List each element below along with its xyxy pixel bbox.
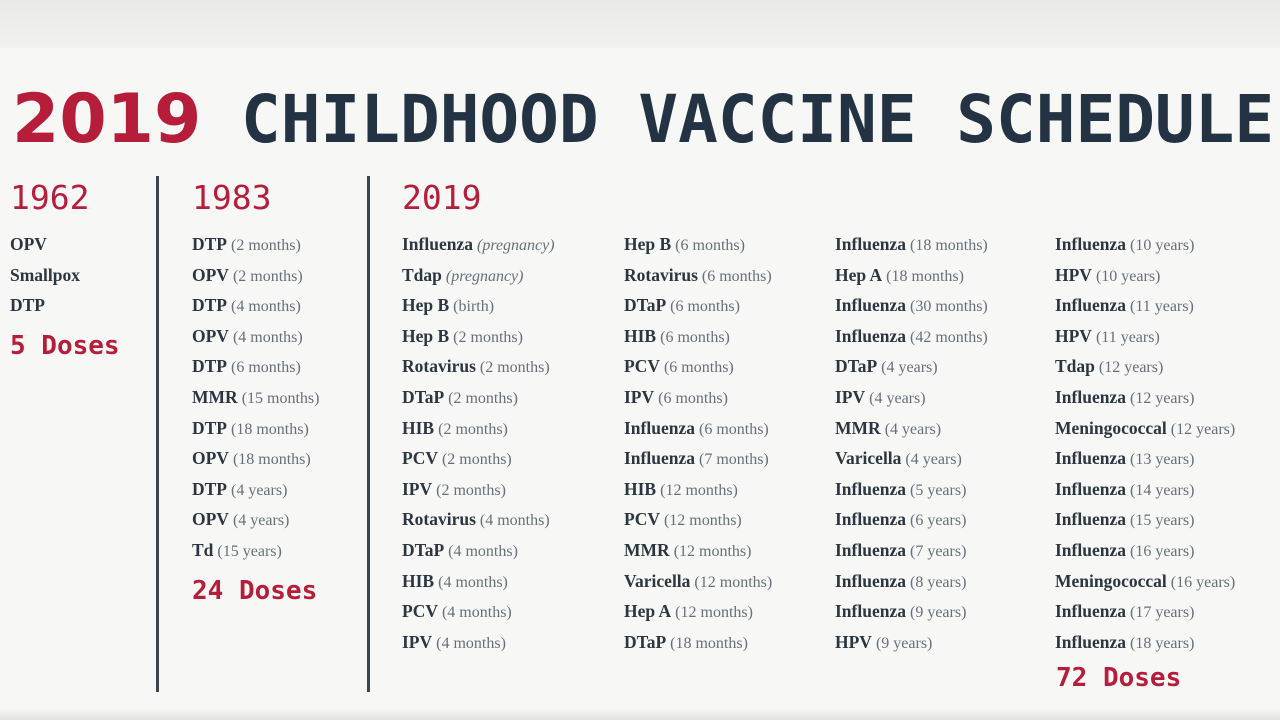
- dose-age: (42 months): [909, 328, 988, 346]
- vaccine-name: MMR: [192, 386, 238, 407]
- dose-age: (4 months): [436, 634, 506, 652]
- vaccine-name: Influenza: [835, 295, 906, 316]
- dose-age: (2 months): [441, 451, 512, 469]
- doses-2019: 72 Doses: [1056, 663, 1182, 693]
- dose-age: (12 years): [1170, 420, 1236, 438]
- vaccine-name: IPV: [402, 478, 433, 499]
- dose-age: (2 months): [448, 389, 518, 407]
- dose-age: (2 months): [453, 328, 523, 346]
- vaccine-name: Influenza: [1055, 295, 1126, 316]
- year-1983-heading: 1983: [192, 178, 272, 217]
- vaccine-name: IPV: [835, 386, 866, 407]
- vaccine-name: HIB: [402, 570, 435, 591]
- list-item: [402, 566, 555, 597]
- list-2019-col-1: [402, 229, 555, 657]
- list-item: [835, 229, 988, 260]
- dose-age: (7 years): [909, 542, 967, 560]
- list-item: [1055, 229, 1235, 260]
- dose-age: (11 years): [1129, 298, 1194, 316]
- dose-age: (9 years): [909, 604, 967, 622]
- vaccine-name: IPV: [624, 386, 655, 407]
- dose-age: (4 years): [232, 512, 290, 530]
- dose-age: (17 years): [1129, 604, 1195, 622]
- vaccine-name: PCV: [624, 509, 660, 530]
- vaccine-name: OPV: [10, 234, 47, 254]
- vaccine-name: IPV: [402, 631, 433, 652]
- list-item: [624, 474, 772, 505]
- list-item: [835, 504, 988, 535]
- list-item: [192, 443, 319, 474]
- title-text: CHILDHOOD VACCINE SCHEDULE: [241, 81, 1275, 158]
- list-item: [192, 504, 319, 535]
- vaccine-name: Meningococcal: [1055, 417, 1167, 438]
- vaccine-name: HPV: [1055, 264, 1092, 285]
- dose-age: (12 months): [675, 604, 753, 622]
- list-item: [624, 504, 772, 535]
- vaccine-name: Hep B: [402, 325, 450, 346]
- title-year: 2019: [12, 80, 202, 159]
- dose-age: (18 months): [886, 267, 964, 285]
- doses-1962: 5 Doses: [10, 331, 120, 361]
- dose-age: (2 months): [231, 237, 301, 254]
- list-item: [402, 290, 555, 321]
- list-item: [624, 535, 772, 566]
- vaccine-name: Influenza: [1055, 448, 1126, 469]
- dose-age: (4 months): [441, 604, 512, 622]
- vaccine-name: Influenza: [835, 325, 906, 346]
- list-1983: [192, 229, 319, 566]
- vaccine-name: MMR: [835, 417, 881, 438]
- vaccine-name: DTP: [192, 234, 227, 254]
- dose-age: (6 months): [660, 328, 730, 346]
- doses-1983: 24 Doses: [192, 576, 318, 606]
- list-item: [1055, 290, 1235, 321]
- dose-age: (30 months): [909, 298, 988, 316]
- year-1962-heading: 1962: [10, 178, 90, 217]
- dose-age: (6 months): [698, 420, 769, 438]
- list-item: [192, 382, 319, 413]
- list-item: [624, 321, 772, 352]
- vaccine-name: Rotavirus: [402, 356, 476, 377]
- list-item: [402, 260, 555, 291]
- dose-age: (15 years): [1129, 512, 1195, 530]
- list-item: [1055, 351, 1235, 382]
- dose-age: (4 months): [231, 298, 301, 316]
- list-item: [402, 351, 555, 382]
- list-item: [835, 443, 988, 474]
- dose-age: (12 years): [1098, 359, 1164, 377]
- vaccine-name: DTP: [192, 295, 227, 316]
- dose-age: (10 years): [1129, 237, 1195, 254]
- list-item: [1055, 596, 1235, 627]
- list-item: [402, 504, 555, 535]
- vaccine-name: Hep A: [624, 601, 672, 622]
- list-item: [192, 535, 319, 566]
- list-item: [1055, 321, 1235, 352]
- list-item: [835, 596, 988, 627]
- list-item: [624, 351, 772, 382]
- vaccine-name: Influenza: [835, 570, 906, 591]
- dose-age: (15 years): [217, 542, 282, 560]
- dose-age: (6 months): [670, 298, 740, 316]
- year-2019-heading: 2019: [402, 178, 482, 217]
- dose-age: (9 years): [875, 634, 933, 652]
- dose-age: (birth): [453, 298, 495, 316]
- vaccine-name: DTP: [10, 295, 45, 316]
- list-item: [835, 535, 988, 566]
- dose-age: (2 months): [479, 359, 550, 377]
- vaccine-name: Hep A: [835, 264, 883, 285]
- vaccine-name: Td: [192, 539, 214, 560]
- dose-age: (4 months): [232, 328, 303, 346]
- dose-age: (10 years): [1095, 267, 1161, 285]
- list-item: [835, 382, 988, 413]
- dose-age: (4 months): [448, 542, 518, 560]
- vaccine-name: Influenza: [835, 601, 906, 622]
- list-1962: [10, 229, 80, 321]
- vaccine-name: Hep B: [402, 295, 450, 316]
- list-item: [1055, 566, 1235, 597]
- divider-2: [367, 176, 370, 692]
- list-item: [624, 627, 772, 658]
- vaccine-name: DTaP: [624, 295, 667, 316]
- vaccine-name: Rotavirus: [624, 264, 698, 285]
- vaccine-name: Smallpox: [10, 264, 81, 285]
- vaccine-name: HPV: [1055, 325, 1092, 346]
- list-item: [402, 596, 555, 627]
- list-item: [10, 229, 80, 260]
- list-item: [1055, 535, 1235, 566]
- dose-age: (4 years): [881, 359, 938, 377]
- list-item: [10, 290, 80, 321]
- vaccine-name: HIB: [624, 325, 657, 346]
- dose-age: (6 months): [675, 237, 745, 254]
- list-item: [192, 290, 319, 321]
- dose-age: (4 years): [869, 389, 926, 407]
- dose-age: (2 months): [436, 481, 506, 499]
- vaccine-name: OPV: [192, 264, 229, 285]
- vaccine-name: Varicella: [624, 570, 691, 591]
- dose-age: (pregnancy): [476, 237, 555, 254]
- list-item: [624, 413, 772, 444]
- list-item: [835, 260, 988, 291]
- dose-age: (5 years): [909, 481, 967, 499]
- vaccine-name: Rotavirus: [402, 509, 476, 530]
- list-item: [402, 413, 555, 444]
- list-item: [192, 321, 319, 352]
- list-item: [402, 443, 555, 474]
- list-2019-col-3: [835, 229, 988, 657]
- vaccine-name: Influenza: [402, 234, 473, 254]
- vaccine-name: Influenza: [1055, 601, 1126, 622]
- dose-age: (6 months): [701, 267, 772, 285]
- list-item: [1055, 627, 1235, 658]
- dose-age: (2 months): [438, 420, 508, 438]
- dose-age: (16 years): [1129, 542, 1195, 560]
- vaccine-name: PCV: [402, 448, 438, 469]
- list-item: [1055, 382, 1235, 413]
- list-item: [1055, 413, 1235, 444]
- list-item: [624, 229, 772, 260]
- vaccine-name: DTP: [192, 356, 227, 377]
- list-2019-col-4: [1055, 229, 1235, 657]
- vaccine-name: Influenza: [1055, 509, 1126, 530]
- list-item: [192, 260, 319, 291]
- dose-age: (7 months): [698, 451, 769, 469]
- vaccine-name: DTaP: [402, 539, 445, 560]
- vaccine-name: Influenza: [1055, 539, 1126, 560]
- dose-age: (12 months): [663, 512, 742, 530]
- dose-age: (12 months): [660, 481, 738, 499]
- list-item: [402, 474, 555, 505]
- dose-age: (18 months): [670, 634, 748, 652]
- dose-age: (4 months): [479, 512, 550, 530]
- list-item: [402, 535, 555, 566]
- list-item: [835, 290, 988, 321]
- vaccine-name: DTaP: [624, 631, 667, 652]
- vaccine-name: Hep B: [624, 234, 672, 254]
- dose-age: (12 months): [673, 542, 752, 560]
- dose-age: (13 years): [1129, 451, 1195, 469]
- list-item: [835, 566, 988, 597]
- list-item: [624, 566, 772, 597]
- vaccine-name: DTaP: [835, 356, 878, 377]
- vaccine-name: Influenza: [624, 417, 695, 438]
- vaccine-name: DTP: [192, 478, 227, 499]
- list-item: [10, 260, 80, 291]
- vaccine-name: HIB: [402, 417, 435, 438]
- vaccine-name: Influenza: [624, 448, 695, 469]
- dose-age: (4 years): [884, 420, 942, 438]
- vaccine-name: Influenza: [1055, 386, 1126, 407]
- list-item: [835, 321, 988, 352]
- dose-age: (12 months): [694, 573, 773, 591]
- vaccine-name: OPV: [192, 448, 229, 469]
- vaccine-name: PCV: [624, 356, 660, 377]
- list-item: [835, 351, 988, 382]
- list-item: [192, 474, 319, 505]
- dose-age: (6 months): [231, 359, 301, 377]
- list-2019-col-2: [624, 229, 772, 657]
- vaccine-name: Influenza: [835, 478, 906, 499]
- list-item: [192, 351, 319, 382]
- dose-age: (18 months): [232, 451, 311, 469]
- page-title: [12, 80, 1280, 160]
- dose-age: (6 months): [663, 359, 734, 377]
- dose-age: (8 years): [909, 573, 967, 591]
- dose-age: (16 years): [1170, 573, 1236, 591]
- vaccine-name: Influenza: [1055, 478, 1126, 499]
- list-item: [1055, 260, 1235, 291]
- list-item: [192, 229, 319, 260]
- vaccine-name: MMR: [624, 539, 670, 560]
- vaccine-name: Meningococcal: [1055, 570, 1167, 591]
- vaccine-name: HIB: [624, 478, 657, 499]
- top-band: [0, 0, 1280, 48]
- vaccine-name: DTaP: [402, 386, 445, 407]
- dose-age: (4 months): [438, 573, 508, 591]
- dose-age: (12 years): [1129, 389, 1195, 407]
- dose-age: (pregnancy): [445, 267, 524, 285]
- list-item: [624, 596, 772, 627]
- dose-age: (14 years): [1129, 481, 1195, 499]
- bottom-fade: [0, 708, 1280, 720]
- dose-age: (4 years): [231, 481, 288, 499]
- dose-age: (4 years): [905, 451, 962, 469]
- dose-age: (6 months): [658, 389, 728, 407]
- list-item: [624, 260, 772, 291]
- divider-1: [156, 176, 159, 692]
- list-item: [624, 382, 772, 413]
- vaccine-name: Influenza: [1055, 631, 1126, 652]
- vaccine-name: DTP: [192, 417, 227, 438]
- list-item: [835, 474, 988, 505]
- vaccine-name: HPV: [835, 631, 872, 652]
- list-item: [402, 382, 555, 413]
- vaccine-name: Influenza: [1055, 234, 1126, 254]
- list-item: [402, 321, 555, 352]
- vaccine-name: Varicella: [835, 448, 902, 469]
- list-item: [1055, 474, 1235, 505]
- dose-age: (6 years): [909, 512, 967, 530]
- list-item: [1055, 443, 1235, 474]
- list-item: [835, 413, 988, 444]
- dose-age: (18 years): [1129, 634, 1195, 652]
- vaccine-name: Tdap: [1055, 356, 1095, 377]
- vaccine-name: OPV: [192, 509, 229, 530]
- vaccine-name: OPV: [192, 325, 229, 346]
- list-item: [624, 443, 772, 474]
- vaccine-name: Influenza: [835, 509, 906, 530]
- list-item: [835, 627, 988, 658]
- list-item: [1055, 504, 1235, 535]
- vaccine-name: Influenza: [835, 539, 906, 560]
- dose-age: (15 months): [241, 389, 320, 407]
- list-item: [192, 413, 319, 444]
- vaccine-name: Tdap: [402, 264, 442, 285]
- dose-age: (2 months): [232, 267, 303, 285]
- list-item: [624, 290, 772, 321]
- vaccine-name: PCV: [402, 601, 438, 622]
- dose-age: (18 months): [909, 237, 988, 254]
- list-item: [402, 229, 555, 260]
- dose-age: (11 years): [1095, 328, 1160, 346]
- vaccine-name: Influenza: [835, 234, 906, 254]
- list-item: [402, 627, 555, 658]
- dose-age: (18 months): [231, 420, 309, 438]
